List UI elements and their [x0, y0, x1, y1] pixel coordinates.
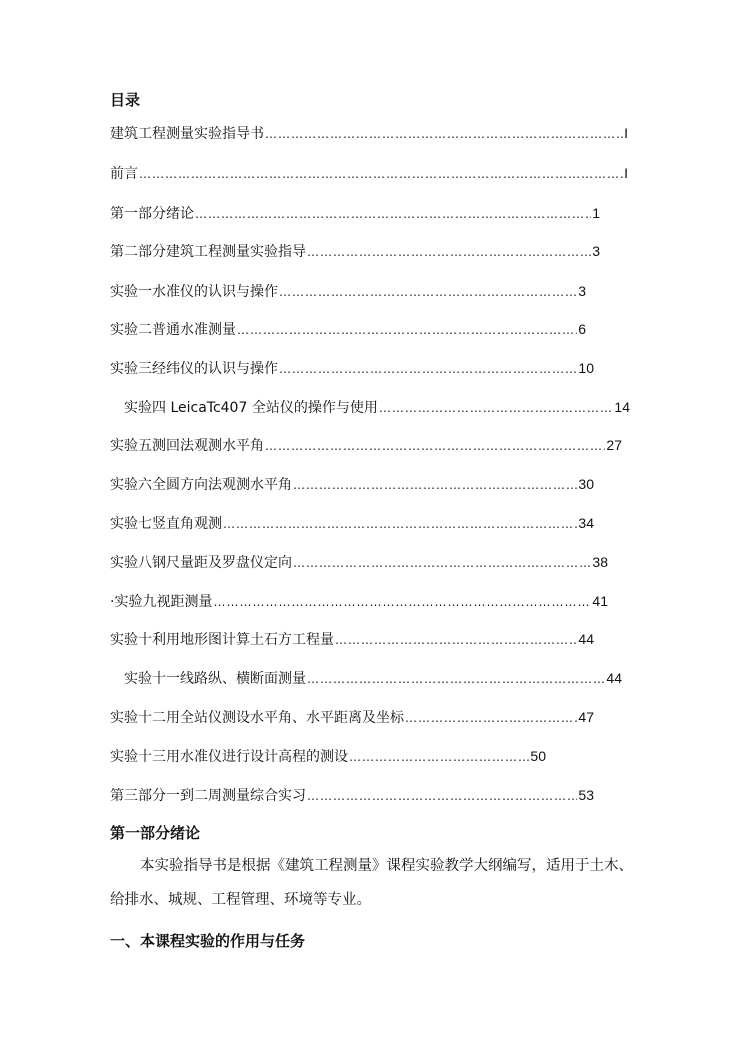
toc-entry[interactable] [110, 746, 546, 766]
toc-entry-page: I [624, 165, 628, 181]
toc-entry-page: 3 [578, 283, 586, 299]
toc-entry-page: I [624, 125, 628, 141]
toc-entry[interactable] [110, 163, 628, 183]
toc-entry-label: 实验十三用水准仪进行设计高程的测设 [110, 749, 348, 765]
toc-dot-leader [405, 708, 577, 727]
toc-entry-label: 第二部分建筑工程测量实验指导 [110, 244, 306, 260]
subsection-heading: 一、本课程实验的作用与任务 [110, 932, 306, 950]
toc-dot-leader [335, 630, 577, 649]
toc-entry-label: 实验十一线路纵、横断面测量 [124, 671, 306, 687]
toc-dot-leader [379, 398, 614, 417]
toc-dot-leader [139, 164, 623, 183]
toc-dot-leader [293, 553, 591, 572]
toc-entry-label: 实验三经纬仪的认识与操作 [110, 361, 278, 377]
toc-entry[interactable] [110, 319, 586, 339]
toc-entry[interactable] [110, 474, 594, 494]
toc-entry-label: 第一部分绪论 [110, 206, 194, 222]
toc-dot-leader [349, 747, 529, 766]
toc-entry-page: 30 [578, 476, 594, 492]
toc-entry-page: 1 [592, 205, 600, 221]
toc-entry-label: 实验八钢尺量距及罗盘仪定向 [110, 555, 292, 571]
toc-entry-page: 47 [578, 709, 594, 725]
toc-entry-page: 53 [578, 787, 594, 803]
toc-entry-label: ·实验九视距测量 [110, 594, 213, 610]
toc-entry[interactable] [110, 358, 594, 378]
toc-dot-leader [293, 475, 577, 494]
toc-entry-page: 34 [578, 515, 594, 531]
toc-entry[interactable] [110, 629, 594, 649]
toc-dot-leader [213, 592, 591, 611]
toc-entry-page: 50 [530, 748, 546, 764]
toc-entry-page: 44 [606, 670, 622, 686]
toc-dot-leader [307, 242, 591, 261]
toc-entry-label: 实验七竖直角观测 [110, 516, 222, 532]
toc-entry-label: 第三部分一到二周测量综合实习 [110, 788, 306, 804]
toc-entry[interactable] [110, 552, 608, 572]
toc-entry[interactable] [110, 281, 586, 301]
toc-entry-label: 实验十二用全站仪测设水平角、水平距离及坐标 [110, 710, 404, 726]
toc-entry-label: 建筑工程测量实验指导书 [110, 126, 264, 142]
intro-paragraph: 本实验指导书是根据《建筑工程测量》课程实验教学大纲编写，适用于土木、给排水、城规、工程管理、环境等专业。 [110, 858, 633, 908]
toc-entry-label: 实验四 LeicaTc407 全站仪的操作与使用 [124, 400, 378, 416]
toc-entry[interactable] [124, 397, 630, 417]
toc-entry-page: 27 [606, 437, 622, 453]
toc-entry[interactable] [110, 707, 594, 727]
toc-entry-label: 实验二普通水准测量 [110, 322, 236, 338]
toc-entry-page: 14 [614, 399, 630, 415]
toc-entry-label: 实验十利用地形图计算土石方工程量 [110, 632, 334, 648]
toc-dot-leader [265, 124, 623, 143]
toc-entry-label: 前言 [110, 166, 138, 182]
toc-entry[interactable] [110, 513, 594, 533]
toc-entry-page: 3 [592, 243, 600, 259]
toc-entry[interactable] [110, 435, 622, 455]
toc-dot-leader [307, 786, 577, 805]
toc-dot-leader [307, 669, 605, 688]
toc-entry[interactable] [124, 668, 622, 688]
toc-entry-page: 38 [592, 554, 608, 570]
toc-entry[interactable] [110, 591, 608, 611]
toc-dot-leader [279, 359, 577, 378]
toc-entry-page: 10 [578, 360, 594, 376]
toc-dot-leader [237, 320, 577, 339]
toc-entry[interactable] [110, 785, 594, 805]
section-heading: 第一部分绪论 [110, 824, 201, 842]
toc-dot-leader [195, 204, 591, 223]
toc-dot-leader [279, 282, 577, 301]
toc-entry[interactable] [110, 241, 600, 261]
toc-dot-leader [223, 514, 577, 533]
toc-dot-leader [265, 436, 605, 455]
toc-entry-label: 实验一水准仪的认识与操作 [110, 284, 278, 300]
toc-entry-page: 41 [592, 593, 608, 609]
toc-title: 目录 [110, 91, 141, 109]
toc-entry[interactable] [110, 123, 628, 143]
toc-entry-page: 44 [578, 631, 594, 647]
toc-entry-label: 实验六全圆方向法观测水平角 [110, 477, 292, 493]
toc-entry[interactable] [110, 203, 600, 223]
toc-entry-label: 实验五测回法观测水平角 [110, 438, 264, 454]
toc-entry-page: 6 [578, 321, 586, 337]
